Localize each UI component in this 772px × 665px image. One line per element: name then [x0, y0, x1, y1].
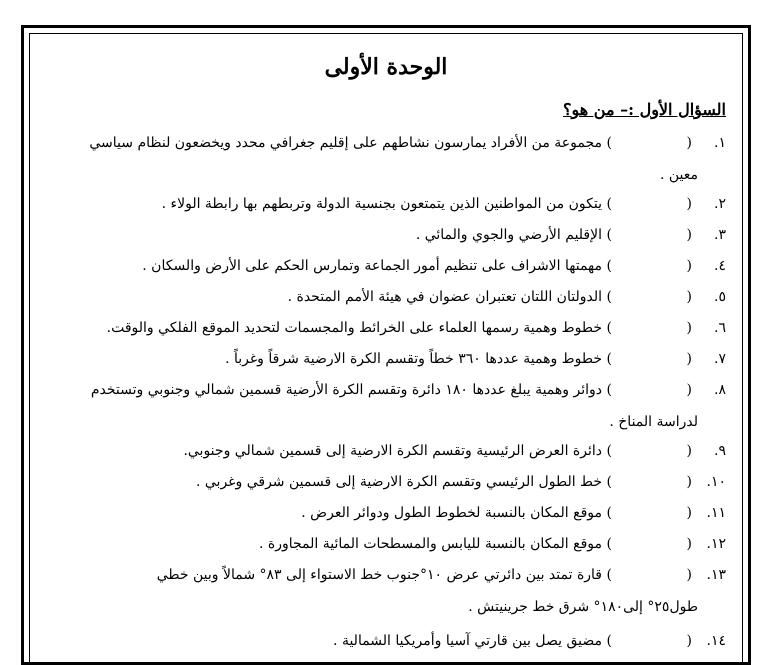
answer-blank-close: ): [606, 633, 612, 649]
question-heading: السؤال الأول :– من هو؟: [563, 100, 726, 119]
answer-blank-close: ): [606, 505, 612, 521]
item-number: ٩.: [714, 443, 726, 459]
answer-blank-open: (: [686, 227, 692, 243]
answer-blank-open: (: [686, 536, 692, 552]
answer-blank-close: ): [606, 258, 612, 274]
item-text: الإقليم الأرضي والجوي والمائي .: [415, 227, 602, 243]
answer-blank-close: ): [606, 351, 612, 367]
item-number: ١.: [714, 135, 726, 151]
item-number: ١٠.: [706, 474, 726, 490]
answer-blank-open: (: [686, 196, 692, 212]
item-text-continuation: لدراسة المناخ .: [609, 414, 698, 430]
answer-blank-open: (: [686, 567, 692, 583]
answer-blank-open: (: [686, 443, 692, 459]
answer-blank-close: ): [606, 135, 612, 151]
answer-blank-close: ): [606, 536, 612, 552]
item-text: يتكون من المواطنين الذين يتمتعون بجنسية الدولة وتربطهم بها رابطة الولاء .: [161, 196, 602, 212]
answer-blank-open: (: [686, 505, 692, 521]
answer-blank-close: ): [606, 474, 612, 490]
answer-blank-open: (: [686, 320, 692, 336]
item-number: ٥.: [714, 289, 726, 305]
item-text: مجموعة من الأفراد يمارسون نشاطهم على إقليم جغرافي محدد ويخضعون لنظام سياسي: [89, 135, 602, 151]
item-text-continuation: معين .: [659, 167, 698, 183]
answer-blank-open: (: [686, 382, 692, 398]
item-text: خطوط وهمية عددها ٣٦٠ خطاً وتقسم الكرة الارضية شرقاً وغرباً .: [225, 351, 602, 367]
answer-blank-close: ): [606, 227, 612, 243]
item-number: ٦.: [714, 320, 726, 336]
answer-blank-close: ): [606, 382, 612, 398]
item-text: الدولتان اللتان تعتبران عضوان في هيئة الأمم المتحدة .: [287, 289, 602, 305]
answer-blank-close: ): [606, 567, 612, 583]
answer-blank-open: (: [686, 135, 692, 151]
item-number: ٤.: [714, 258, 726, 274]
answer-blank-open: (: [686, 258, 692, 274]
item-text: مضيق يصل بين قارتي آسيا وأمريكيا الشمالية .: [333, 633, 602, 649]
answer-blank-open: (: [686, 633, 692, 649]
item-text: خطوط وهمية رسمها العلماء على الخرائط والمجسمات لتحديد الموقع الفلكي والوقت.: [106, 320, 602, 336]
answer-blank-open: (: [686, 351, 692, 367]
item-text: دوائر وهمية يبلغ عددها ١٨٠ دائرة وتقسم الكرة الأرضية قسمين شمالي وجنوبي وتستخدم: [90, 382, 602, 398]
item-number: ٨.: [714, 382, 726, 398]
item-number: ٢.: [714, 196, 726, 212]
item-text: موقع المكان بالنسبة لليابس والمسطحات المائية المجاورة .: [258, 536, 602, 552]
item-text-continuation: طول٢٥° إلى١٨٠° شرق خط جرينيتش .: [468, 599, 698, 615]
answer-blank-open: (: [686, 474, 692, 490]
item-text: موقع المكان بالنسبة لخطوط الطول ودوائر العرض .: [301, 505, 602, 521]
answer-blank-open: (: [686, 289, 692, 305]
answer-blank-close: ): [606, 196, 612, 212]
answer-blank-close: ): [606, 289, 612, 305]
item-number: ٣.: [714, 227, 726, 243]
item-text: خط الطول الرئيسي وتقسم الكرة الارضية إلى قسمين شرقي وغربي .: [195, 474, 602, 490]
item-text: مهمتها الاشراف على تنظيم أمور الجماعة وتمارس الحكم على الأرض والسكان .: [142, 258, 602, 274]
answer-blank-close: ): [606, 320, 612, 336]
answer-blank-close: ): [606, 443, 612, 459]
item-number: ١٣.: [706, 567, 726, 583]
item-number: ١٤.: [706, 633, 726, 649]
item-number: ٧.: [714, 351, 726, 367]
item-text: دائرة العرض الرئيسية وتقسم الكرة الارضية إلى قسمين شمالي وجنوبي.: [183, 443, 602, 459]
item-number: ١٢.: [706, 536, 726, 552]
unit-title: الوحدة الأولى: [324, 54, 448, 80]
item-number: ١١.: [706, 505, 726, 521]
item-text: قارة تمتد بين دائرتي عرض ١٠°جنوب خط الاستواء إلى ٨٣° شمالاً وبين خطي: [156, 567, 602, 583]
